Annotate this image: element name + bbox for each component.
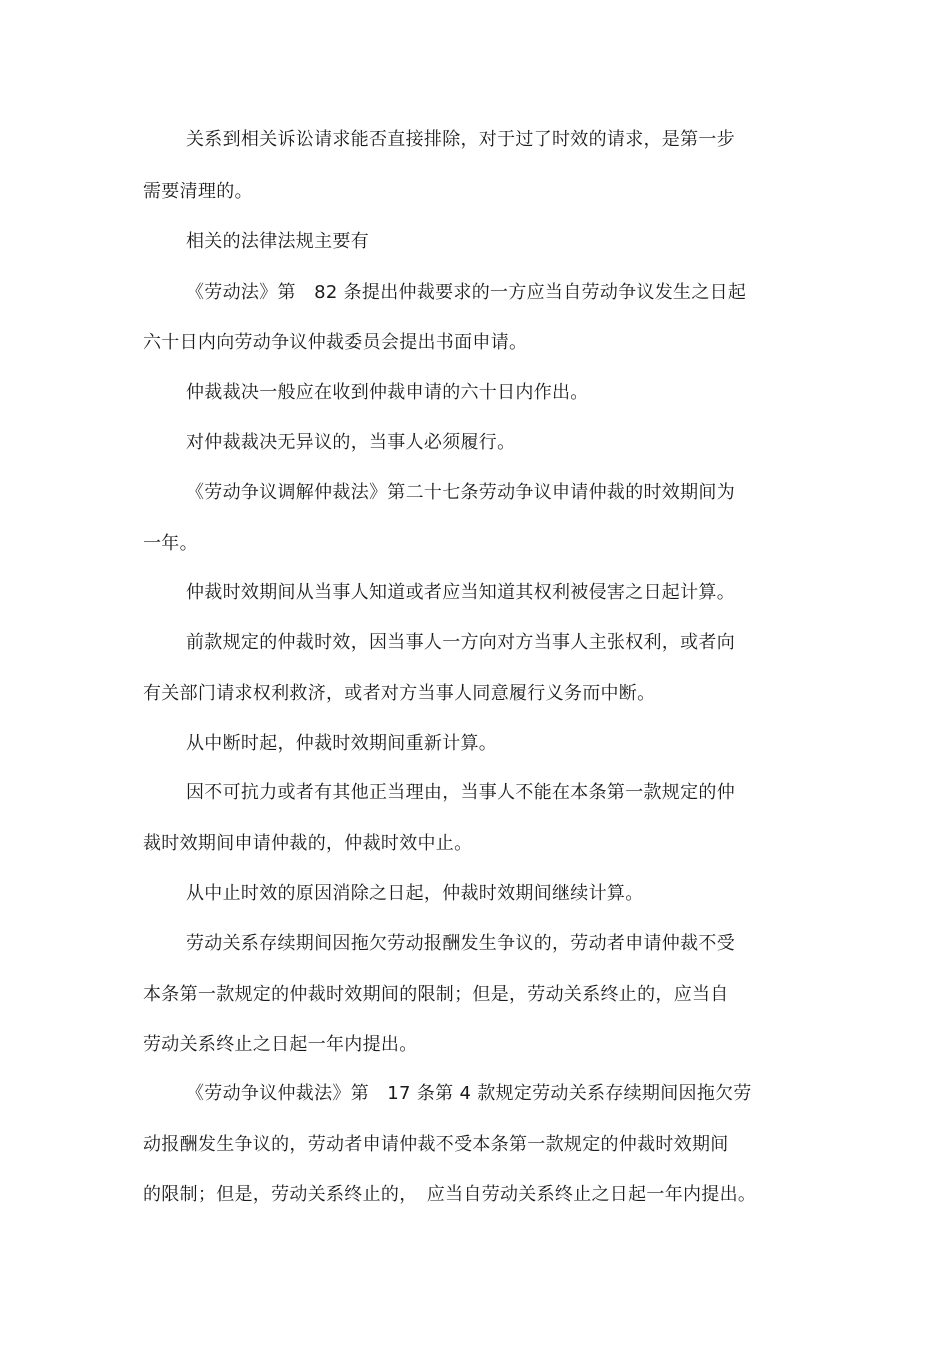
text-line: 劳动关系终止之日起一年内提出。 (143, 1034, 418, 1055)
text-line: 从中断时起，仲裁时效期间重新计算。 (186, 733, 498, 754)
text-line: 相关的法律法规主要有 (186, 231, 369, 252)
text-line: 仲裁裁决一般应在收到仲裁申请的六十日内作出。 (186, 382, 589, 403)
text-line: 《劳动争议仲裁法》第 17 条第 4 款规定劳动关系存续期间因拖欠劳 (186, 1083, 752, 1104)
text-line: 六十日内向劳动争议仲裁委员会提出书面申请。 (143, 332, 528, 353)
text-line: 《劳动法》第 82 条提出仲裁要求的一方应当自劳动争议发生之日起 (186, 282, 747, 303)
text-line: 对仲裁裁决无异议的，当事人必须履行。 (186, 432, 516, 453)
text-line: 劳动关系存续期间因拖欠劳动报酬发生争议的，劳动者申请仲裁不受 (186, 933, 735, 954)
text-line: 前款规定的仲裁时效，因当事人一方向对方当事人主张权利，或者向 (186, 632, 735, 653)
text-line: 动报酬发生争议的，劳动者申请仲裁不受本条第一款规定的仲裁时效期间 (143, 1134, 729, 1155)
text-line: 关系到相关诉讼请求能否直接排除，对于过了时效的请求，是第一步 (186, 129, 735, 150)
text-line: 一年。 (143, 533, 198, 554)
text-line: 需要清理的。 (143, 181, 253, 202)
text-line: 裁时效期间申请仲裁的，仲裁时效中止。 (143, 833, 473, 854)
text-line: 《劳动争议调解仲裁法》第二十七条劳动争议申请仲裁的时效期间为 (186, 482, 735, 503)
text-line: 因不可抗力或者有其他正当理由，当事人不能在本条第一款规定的仲 (186, 782, 735, 803)
text-line: 的限制；但是，劳动关系终止的， 应当自劳动关系终止之日起一年内提出。 (143, 1184, 757, 1205)
text-line: 有关部门请求权利救济，或者对方当事人同意履行义务而中断。 (143, 683, 656, 704)
text-line: 从中止时效的原因消除之日起，仲裁时效期间继续计算。 (186, 883, 644, 904)
text-line: 本条第一款规定的仲裁时效期间的限制；但是，劳动关系终止的，应当自 (143, 984, 729, 1005)
text-line: 仲裁时效期间从当事人知道或者应当知道其权利被侵害之日起计算。 (186, 582, 735, 603)
